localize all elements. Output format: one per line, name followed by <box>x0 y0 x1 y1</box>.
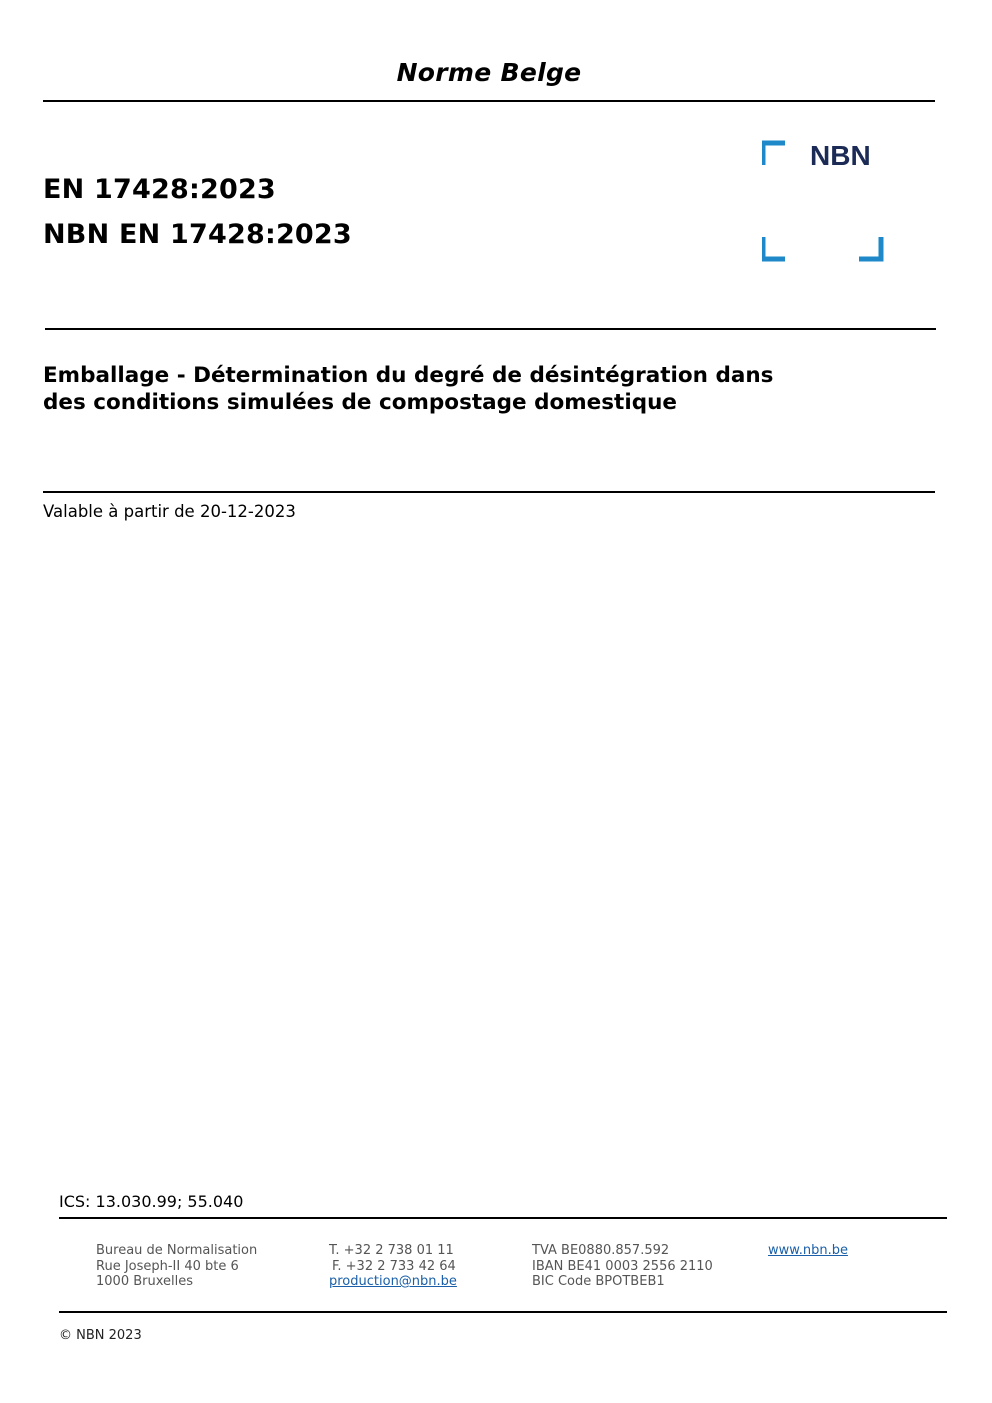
copyright-notice: © NBN 2023 <box>59 1328 142 1343</box>
ics-codes: ICS: 13.030.99; 55.040 <box>59 1192 244 1211</box>
validity-date: Valable à partir de 20-12-2023 <box>43 502 296 521</box>
title-top-divider <box>45 328 936 330</box>
footer-top-divider <box>59 1217 947 1219</box>
vat-number: TVA BE0880.857.592 <box>532 1243 670 1258</box>
iban-number: IBAN BE41 0003 2556 2110 <box>532 1258 713 1274</box>
website-link[interactable]: www.nbn.be <box>768 1243 848 1258</box>
footer-banking <box>532 1243 713 1290</box>
title-bottom-divider <box>43 491 935 493</box>
footer-contact <box>329 1243 457 1290</box>
header-divider <box>43 100 935 102</box>
en-standard-code: EN 17428:2023 <box>43 174 276 205</box>
address-line-2: Rue Joseph-II 40 bte 6 <box>96 1258 239 1274</box>
footer-website <box>768 1243 848 1259</box>
document-title <box>43 362 903 416</box>
logo-bracket-bottom-right <box>859 237 881 259</box>
logo-bracket-top-left <box>763 143 785 165</box>
bic-code: BIC Code BPOTBEB1 <box>532 1274 665 1289</box>
nbn-logo-graphic <box>762 140 886 264</box>
footer-address <box>96 1243 257 1290</box>
address-line-1: Bureau de Normalisation <box>96 1243 258 1258</box>
phone-number: T. +32 2 738 01 11 <box>329 1243 454 1258</box>
fax-number: F. +32 2 733 42 64 <box>332 1258 456 1274</box>
document-title-line-1: Emballage - Détermination du degré de désintégration dans <box>43 363 774 388</box>
nbn-standard-code: NBN EN 17428:2023 <box>43 219 352 250</box>
address-line-3: 1000 Bruxelles <box>96 1274 194 1289</box>
footer-bottom-divider <box>59 1311 947 1313</box>
nbn-logo <box>762 140 886 264</box>
email-link[interactable]: production@nbn.be <box>329 1274 457 1289</box>
logo-text: NBN <box>810 140 871 171</box>
logo-bracket-bottom-left <box>763 237 785 259</box>
document-title-line-2: des conditions simulées de compostage domestique <box>43 390 677 415</box>
page-header-title: Norme Belge <box>396 58 582 87</box>
